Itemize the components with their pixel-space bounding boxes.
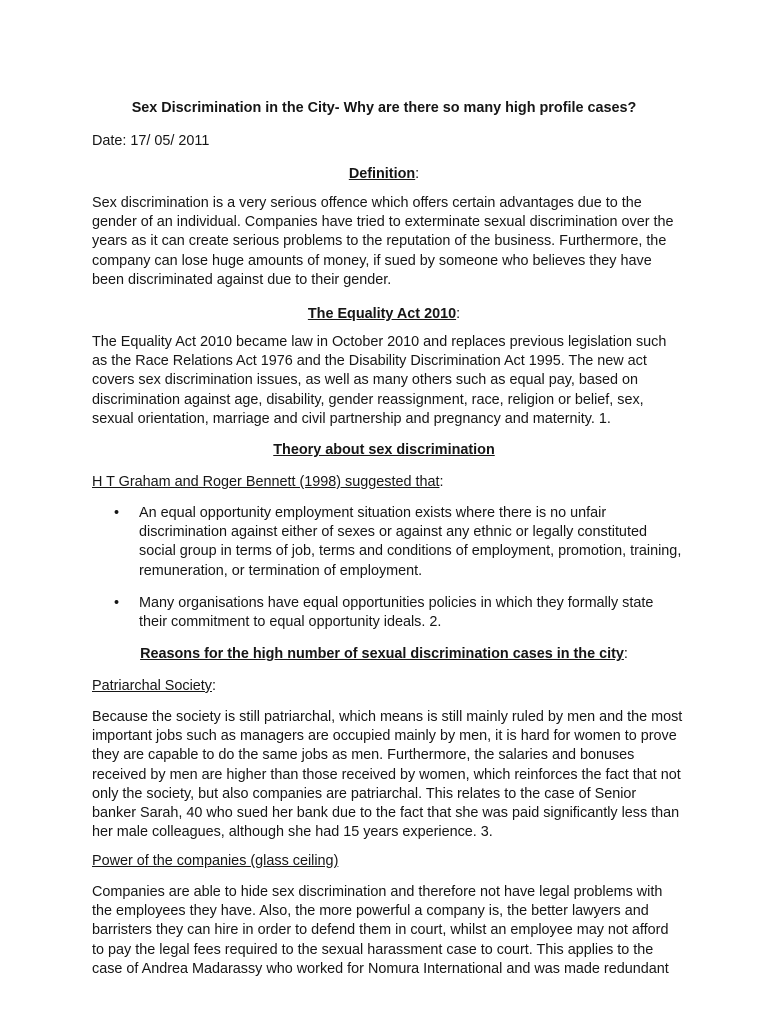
power-subheading bbox=[92, 852, 338, 870]
reasons-heading-suffix: : bbox=[623, 646, 628, 662]
equality-act-heading bbox=[0, 305, 768, 323]
theory-intro-suffix: : bbox=[439, 474, 444, 490]
equality-act-paragraph: The Equality Act 2010 became law in October 2010 and replaces previous legislation such as the Race Relations Act 1976 and the Disability Discrimination Act 1995. The new act covers sex discrimination issues, as well as many others such as equal pay, based on discrimination against age, disability, gender reassignment, race, religion or belief, sex, sexual orientation, marriage and civil partnership and pregnancy and maternity. 1. bbox=[92, 334, 667, 427]
patriarchal-subheading bbox=[92, 677, 216, 695]
definition-heading bbox=[0, 165, 768, 183]
power-paragraph: Companies are able to hide sex discrimination and therefore not have legal problems with the employees they have. Also, the more powerful a company is, the better lawyers and barristers they can hire in order to defend them in court, whilst an employee may not afford to pay the legal fees required to the sexual harassment case to court. This applies to the case of Andrea Madarassy who worked for Nomura International and was made redundant bbox=[92, 884, 669, 977]
bullet-2-text: Many organisations have equal opportunities policies in which they formally state their commitment to equal opportunity ideals. 2. bbox=[139, 595, 654, 631]
document-date: Date: 17/ 05/ 2011 bbox=[92, 133, 210, 149]
theory-intro-text: H T Graham and Roger Bennett (1998) suggested that bbox=[92, 474, 440, 490]
bullet-1-marker: • bbox=[114, 505, 120, 521]
reasons-heading bbox=[0, 645, 768, 663]
patriarchal-subheading-text: Patriarchal Society bbox=[92, 678, 212, 694]
equality-act-heading-text: The Equality Act 2010 bbox=[307, 306, 457, 322]
bullet-1-text: An equal opportunity employment situation exists where there is no unfair discrimination against either of sexes or against any ethnic or legally constituted social group in terms of job, terms and conditions of employment, promotion, training, remuneration, or termination of employment. bbox=[139, 505, 682, 579]
bullet-2-marker: • bbox=[114, 595, 120, 611]
definition-paragraph: Sex discrimination is a very serious offence which offers certain advantages due to the gender of an individual. Companies have tried to exterminate sexual discrimination over the years as it can create serious problems to the reputation of the business. Furthermore, the company can lose huge amounts of money, if sued by someone who believes they have been discriminated against due to their gender. bbox=[92, 195, 674, 288]
patriarchal-paragraph: Because the society is still patriarchal, which means is still mainly ruled by men and the most important jobs such as managers are occupied mainly by men, it is hard for women to prove they are capable to do the same jobs as men. Furthermore, the salaries and bonuses received by men are higher than those received by women, which reinforces the fact that not only the society, but also companies are patriarchal. This relates to the case of Senior banker Sarah, 40 who sued her bank due to the fact that she was paid significantly less than her male colleagues, although she had 15 years experience. 3. bbox=[92, 709, 683, 841]
document-title: Sex Discrimination in the City- Why are there so many high profile cases? bbox=[131, 100, 637, 116]
equality-act-heading-suffix: : bbox=[456, 306, 461, 322]
patriarchal-subheading-suffix: : bbox=[211, 678, 216, 694]
theory-heading bbox=[0, 441, 768, 459]
reasons-heading-text: Reasons for the high number of sexual discrimination cases in the city bbox=[140, 646, 624, 662]
theory-intro bbox=[92, 473, 443, 491]
definition-heading-text: Definition bbox=[348, 166, 416, 182]
theory-heading-text: Theory about sex discrimination bbox=[273, 442, 495, 458]
power-subheading-text: Power of the companies (glass ceiling) bbox=[92, 853, 339, 869]
definition-heading-suffix: : bbox=[415, 166, 420, 182]
